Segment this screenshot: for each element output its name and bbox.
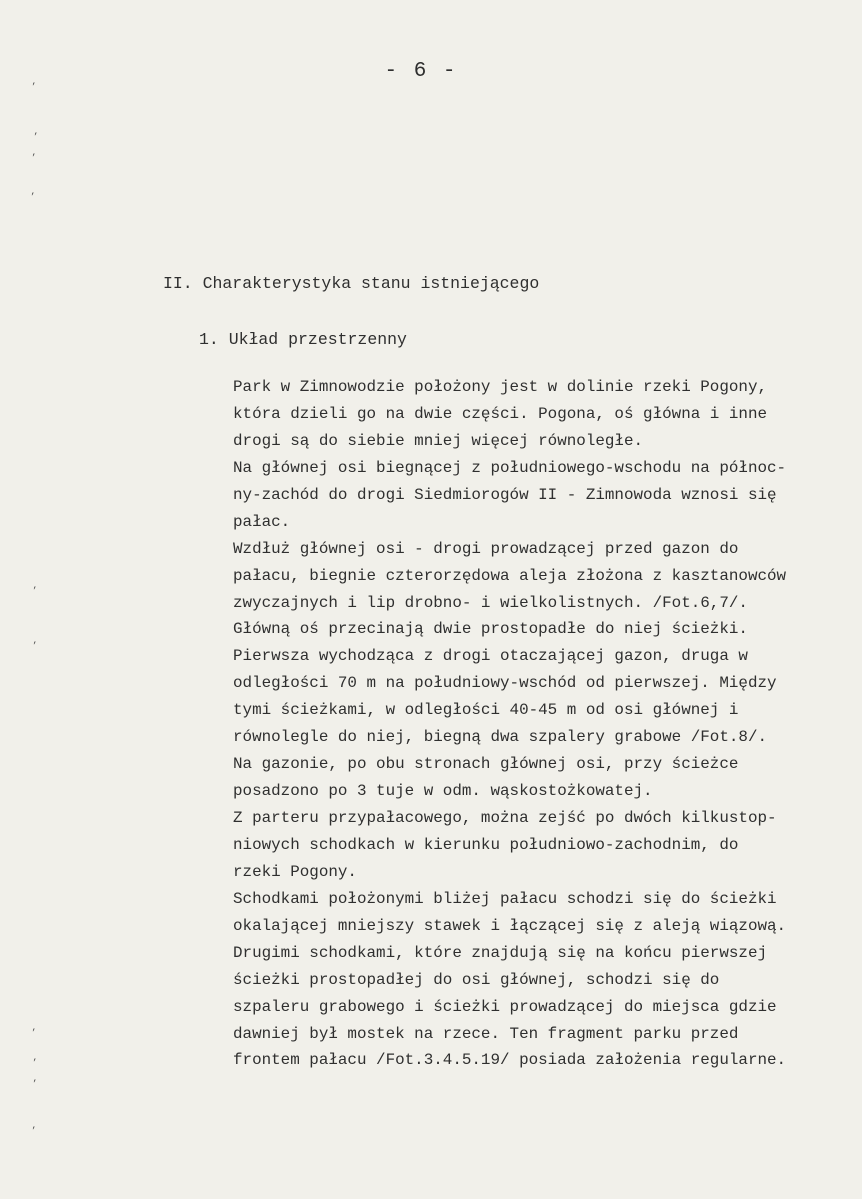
page-number: - 6 - [384, 60, 458, 83]
text-line: rzeki Pogony. [233, 862, 357, 881]
scan-mark [32, 588, 36, 594]
text-line: Na głównej osi biegnącej z południowego-wschodu na północ- [233, 458, 787, 477]
text-line: okalającej mniejszy stawek i łączącej się z aleją wiązową. [233, 916, 787, 935]
scan-mark [33, 134, 37, 140]
text-line: ny-zachód do drogi Siedmiorogów II - Zimnowoda wznosi się [233, 485, 777, 504]
section-heading: II. Charakterystyka stanu istniejącego [163, 274, 540, 293]
text-line: która dzieli go na dwie części. Pogona, oś główna i inne [233, 404, 768, 423]
text-line: równolegle do niej, biegną dwa szpalery grabowe /Fot.8/. [233, 728, 768, 747]
body-paragraph [233, 374, 858, 1074]
scan-mark [32, 643, 36, 649]
text-line: drogi są do siebie mniej więcej równoległe. [233, 431, 644, 450]
scan-mark [31, 155, 35, 161]
scan-mark [32, 1081, 36, 1087]
text-line: Z parteru przypałacowego, można zejść po dwóch kilkustop- [233, 809, 777, 827]
scan-mark [32, 1060, 36, 1066]
scan-mark [31, 1030, 35, 1036]
text-line: zwyczajnych i lip drobno- i wielkolistnych. /Fot.6,7/. [233, 593, 748, 612]
text-line: ścieżki prostopadłej do osi głównej, schodzi się do [233, 970, 720, 989]
text-line: Schodkami położonymi bliżej pałacu schodzi się do ścieżki [233, 889, 777, 908]
scan-mark [30, 194, 34, 200]
text-line: odległości 70 m na południowy-wschód od pierwszej. Między [233, 674, 777, 693]
text-line: szpaleru grabowego i ścieżki prowadzącej do miejsca gdzie [233, 997, 777, 1016]
text-line: Park w Zimnowodzie położony jest w dolinie rzeki Pogony, [233, 378, 768, 396]
text-line: Główną oś przecinają dwie prostopadłe do niej ścieżki. [233, 620, 748, 639]
text-line: frontem pałacu /Fot.3.4.5.19/ posiada założenia regularne. [233, 1051, 787, 1070]
text-line: dawniej był mostek na rzece. Ten fragment parku przed [233, 1024, 739, 1043]
text-line: Na gazonie, po obu stronach głównej osi, przy ścieżce [233, 755, 739, 774]
subsection-heading: 1. Układ przestrzenny [199, 330, 407, 349]
text-line: Drugimi schodkami, które znajdują się na końcu pierwszej [233, 943, 768, 962]
text-line: Pierwsza wychodząca z drogi otaczającej gazon, druga w [233, 647, 748, 666]
text-line: posadzono po 3 tuje w odm. wąskostożkowatej. [233, 782, 653, 801]
scan-mark [31, 1128, 35, 1134]
scan-mark [31, 84, 35, 90]
text-line: niowych schodkach w kierunku południowo-zachodnim, do [233, 835, 739, 854]
text-line: pałacu, biegnie czterorzędowa aleja złożona z kasztanowców [233, 566, 787, 585]
text-line: Wzdłuż głównej osi - drogi prowadzącej przed gazon do [233, 539, 739, 558]
text-line: pałac. [233, 512, 291, 531]
text-line: tymi ścieżkami, w odległości 40-45 m od osi głównej i [233, 701, 739, 720]
